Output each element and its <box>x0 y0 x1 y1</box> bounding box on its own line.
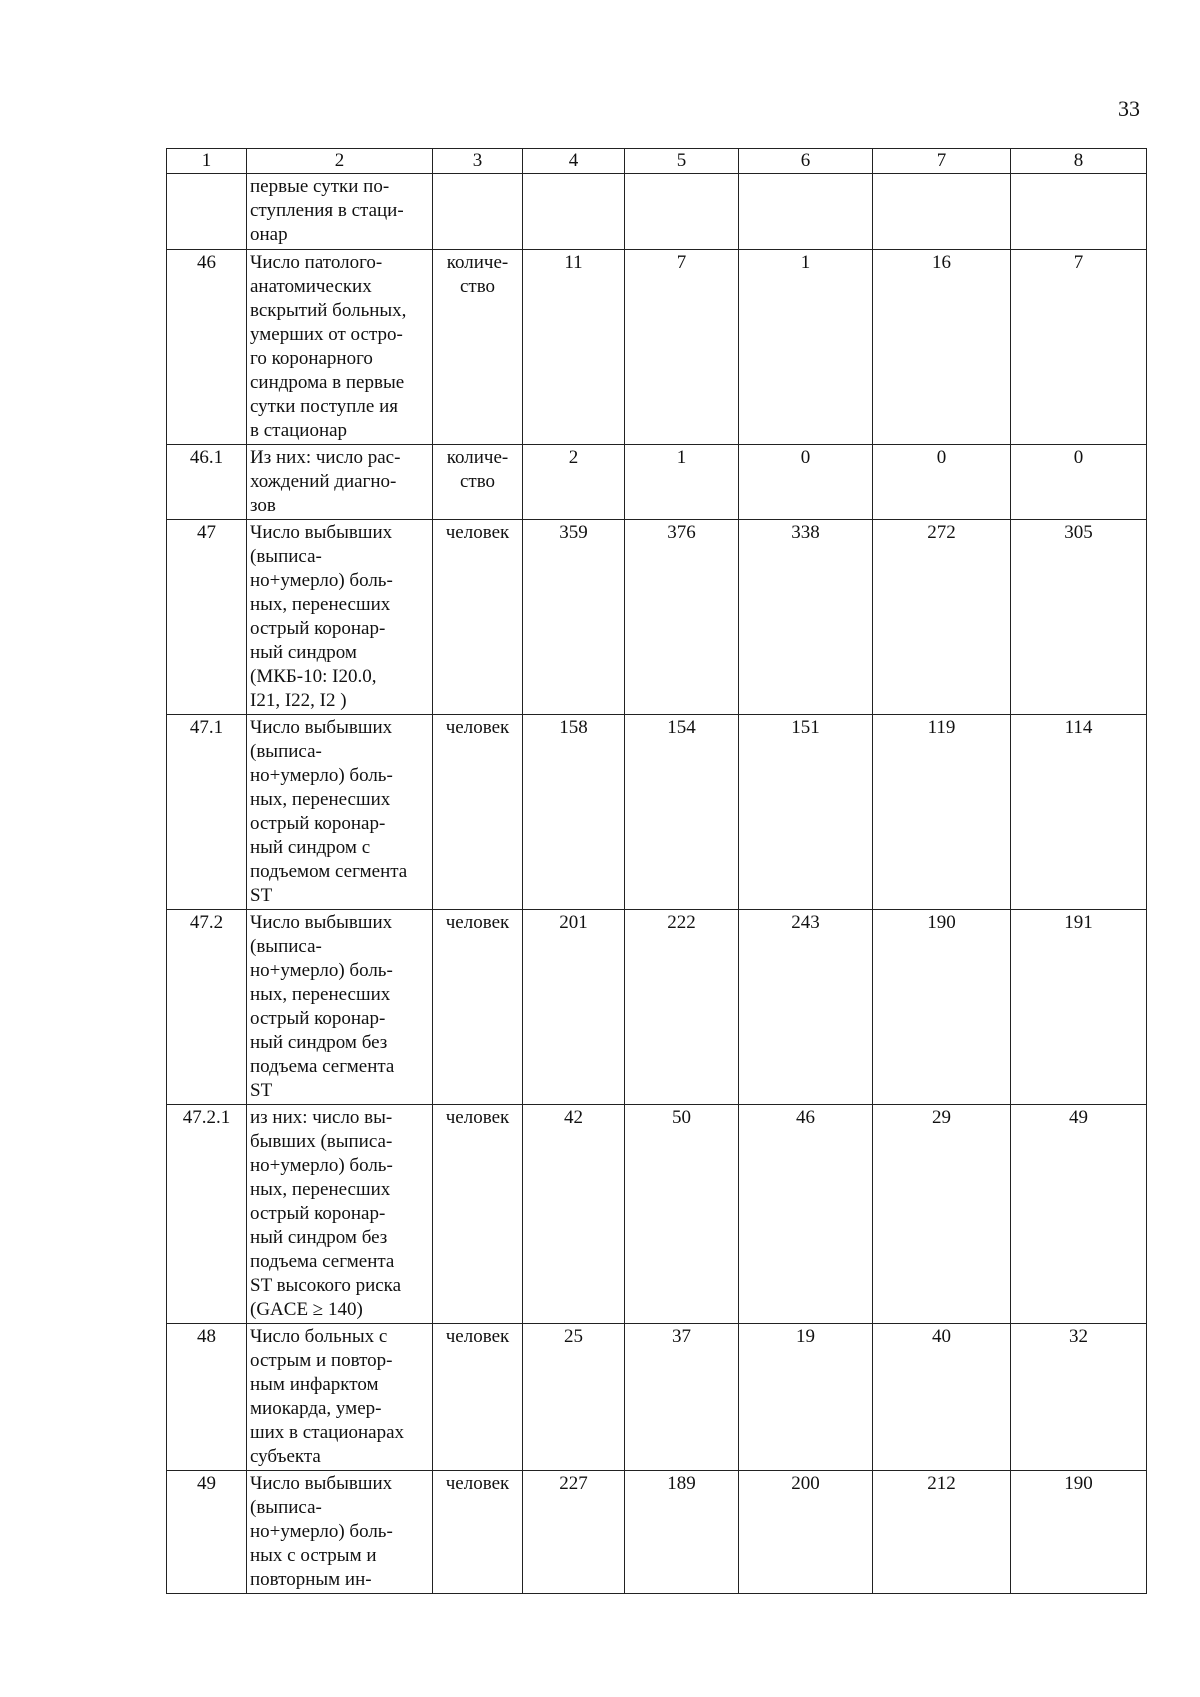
row-number-cell: 46 <box>167 250 247 445</box>
indicator-name-cell: Число выбывших (выписа- но+умерло) боль- ных, перенесших острый коронар- ный синдром без подъема сегмента ST <box>247 910 433 1105</box>
value-cell: 42 <box>523 1105 625 1324</box>
value-cell: 46 <box>739 1105 873 1324</box>
value-cell: 11 <box>523 250 625 445</box>
unit-cell: человек <box>433 520 523 715</box>
row-number-cell: 47 <box>167 520 247 715</box>
page-number: 33 <box>1118 96 1140 121</box>
value-cell: 7 <box>1011 250 1147 445</box>
value-cell: 16 <box>873 250 1011 445</box>
table-row <box>167 174 1147 250</box>
table-row <box>167 1324 1147 1471</box>
row-number-cell <box>167 174 247 250</box>
row-number-cell: 49 <box>167 1471 247 1594</box>
table-row <box>167 1471 1147 1594</box>
value-cell: 40 <box>873 1324 1011 1471</box>
value-cell: 154 <box>625 715 739 910</box>
value-cell: 0 <box>873 445 1011 520</box>
value-cell <box>1011 174 1147 250</box>
table-row <box>167 445 1147 520</box>
value-cell: 7 <box>625 250 739 445</box>
value-cell: 212 <box>873 1471 1011 1594</box>
value-cell: 151 <box>739 715 873 910</box>
table-row <box>167 520 1147 715</box>
unit-cell: человек <box>433 910 523 1105</box>
value-cell: 114 <box>1011 715 1147 910</box>
value-cell: 243 <box>739 910 873 1105</box>
value-cell: 359 <box>523 520 625 715</box>
indicator-name-cell: Число больных с острым и повтор- ным инфарктом миокарда, умер- ших в стационарах субъекта <box>247 1324 433 1471</box>
table-header-row <box>167 149 1147 174</box>
table-row <box>167 1105 1147 1324</box>
value-cell: 19 <box>739 1324 873 1471</box>
column-header: 6 <box>739 149 873 174</box>
value-cell: 338 <box>739 520 873 715</box>
report-table <box>166 148 1147 1594</box>
column-header: 1 <box>167 149 247 174</box>
indicator-name-cell: Число выбывших (выписа- но+умерло) боль- ных с острым и повторным ин- <box>247 1471 433 1594</box>
column-header: 8 <box>1011 149 1147 174</box>
table-row <box>167 715 1147 910</box>
value-cell: 32 <box>1011 1324 1147 1471</box>
value-cell: 191 <box>1011 910 1147 1105</box>
value-cell: 158 <box>523 715 625 910</box>
value-cell: 376 <box>625 520 739 715</box>
indicator-name-cell: Число выбывших (выписа- но+умерло) боль- ных, перенесших острый коронар- ный синдром (МКБ-10: I20.0, I21, I22, I2 ) <box>247 520 433 715</box>
unit-cell: количе- ство <box>433 250 523 445</box>
value-cell <box>625 174 739 250</box>
value-cell: 0 <box>1011 445 1147 520</box>
table-row <box>167 250 1147 445</box>
indicator-name-cell: Из них: число рас- хождений диагно- зов <box>247 445 433 520</box>
value-cell: 222 <box>625 910 739 1105</box>
value-cell: 227 <box>523 1471 625 1594</box>
indicator-name-cell: Число выбывших (выписа- но+умерло) боль- ных, перенесших острый коронар- ный синдром с подъемом сегмента ST <box>247 715 433 910</box>
unit-cell <box>433 174 523 250</box>
value-cell: 119 <box>873 715 1011 910</box>
value-cell: 1 <box>739 250 873 445</box>
indicator-name-cell: из них: число вы- бывших (выписа- но+умерло) боль- ных, перенесших острый коронар- ный синдром без подъема сегмента ST высокого риска (GACE ≥ 140) <box>247 1105 433 1324</box>
row-number-cell: 47.2 <box>167 910 247 1105</box>
value-cell: 29 <box>873 1105 1011 1324</box>
value-cell: 201 <box>523 910 625 1105</box>
unit-cell: человек <box>433 1471 523 1594</box>
value-cell: 2 <box>523 445 625 520</box>
unit-cell: человек <box>433 1324 523 1471</box>
indicator-name-cell: Число патолого- анатомических вскрытий больных, умерших от остро- го коронарного синдрома в первые сутки поступле ия в стационар <box>247 250 433 445</box>
value-cell: 1 <box>625 445 739 520</box>
row-number-cell: 47.2.1 <box>167 1105 247 1324</box>
row-number-cell: 48 <box>167 1324 247 1471</box>
table-body <box>167 149 1147 1594</box>
indicator-name-cell: первые сутки по- ступления в стаци- онар <box>247 174 433 250</box>
value-cell: 37 <box>625 1324 739 1471</box>
row-number-cell: 47.1 <box>167 715 247 910</box>
value-cell: 190 <box>873 910 1011 1105</box>
value-cell: 189 <box>625 1471 739 1594</box>
value-cell: 49 <box>1011 1105 1147 1324</box>
unit-cell: человек <box>433 715 523 910</box>
value-cell: 190 <box>1011 1471 1147 1594</box>
value-cell: 0 <box>739 445 873 520</box>
value-cell <box>523 174 625 250</box>
value-cell: 305 <box>1011 520 1147 715</box>
column-header: 5 <box>625 149 739 174</box>
unit-cell: количе- ство <box>433 445 523 520</box>
column-header: 3 <box>433 149 523 174</box>
value-cell <box>739 174 873 250</box>
column-header: 4 <box>523 149 625 174</box>
column-header: 2 <box>247 149 433 174</box>
value-cell: 50 <box>625 1105 739 1324</box>
table-row <box>167 910 1147 1105</box>
value-cell <box>873 174 1011 250</box>
value-cell: 25 <box>523 1324 625 1471</box>
row-number-cell: 46.1 <box>167 445 247 520</box>
column-header: 7 <box>873 149 1011 174</box>
value-cell: 200 <box>739 1471 873 1594</box>
value-cell: 272 <box>873 520 1011 715</box>
unit-cell: человек <box>433 1105 523 1324</box>
